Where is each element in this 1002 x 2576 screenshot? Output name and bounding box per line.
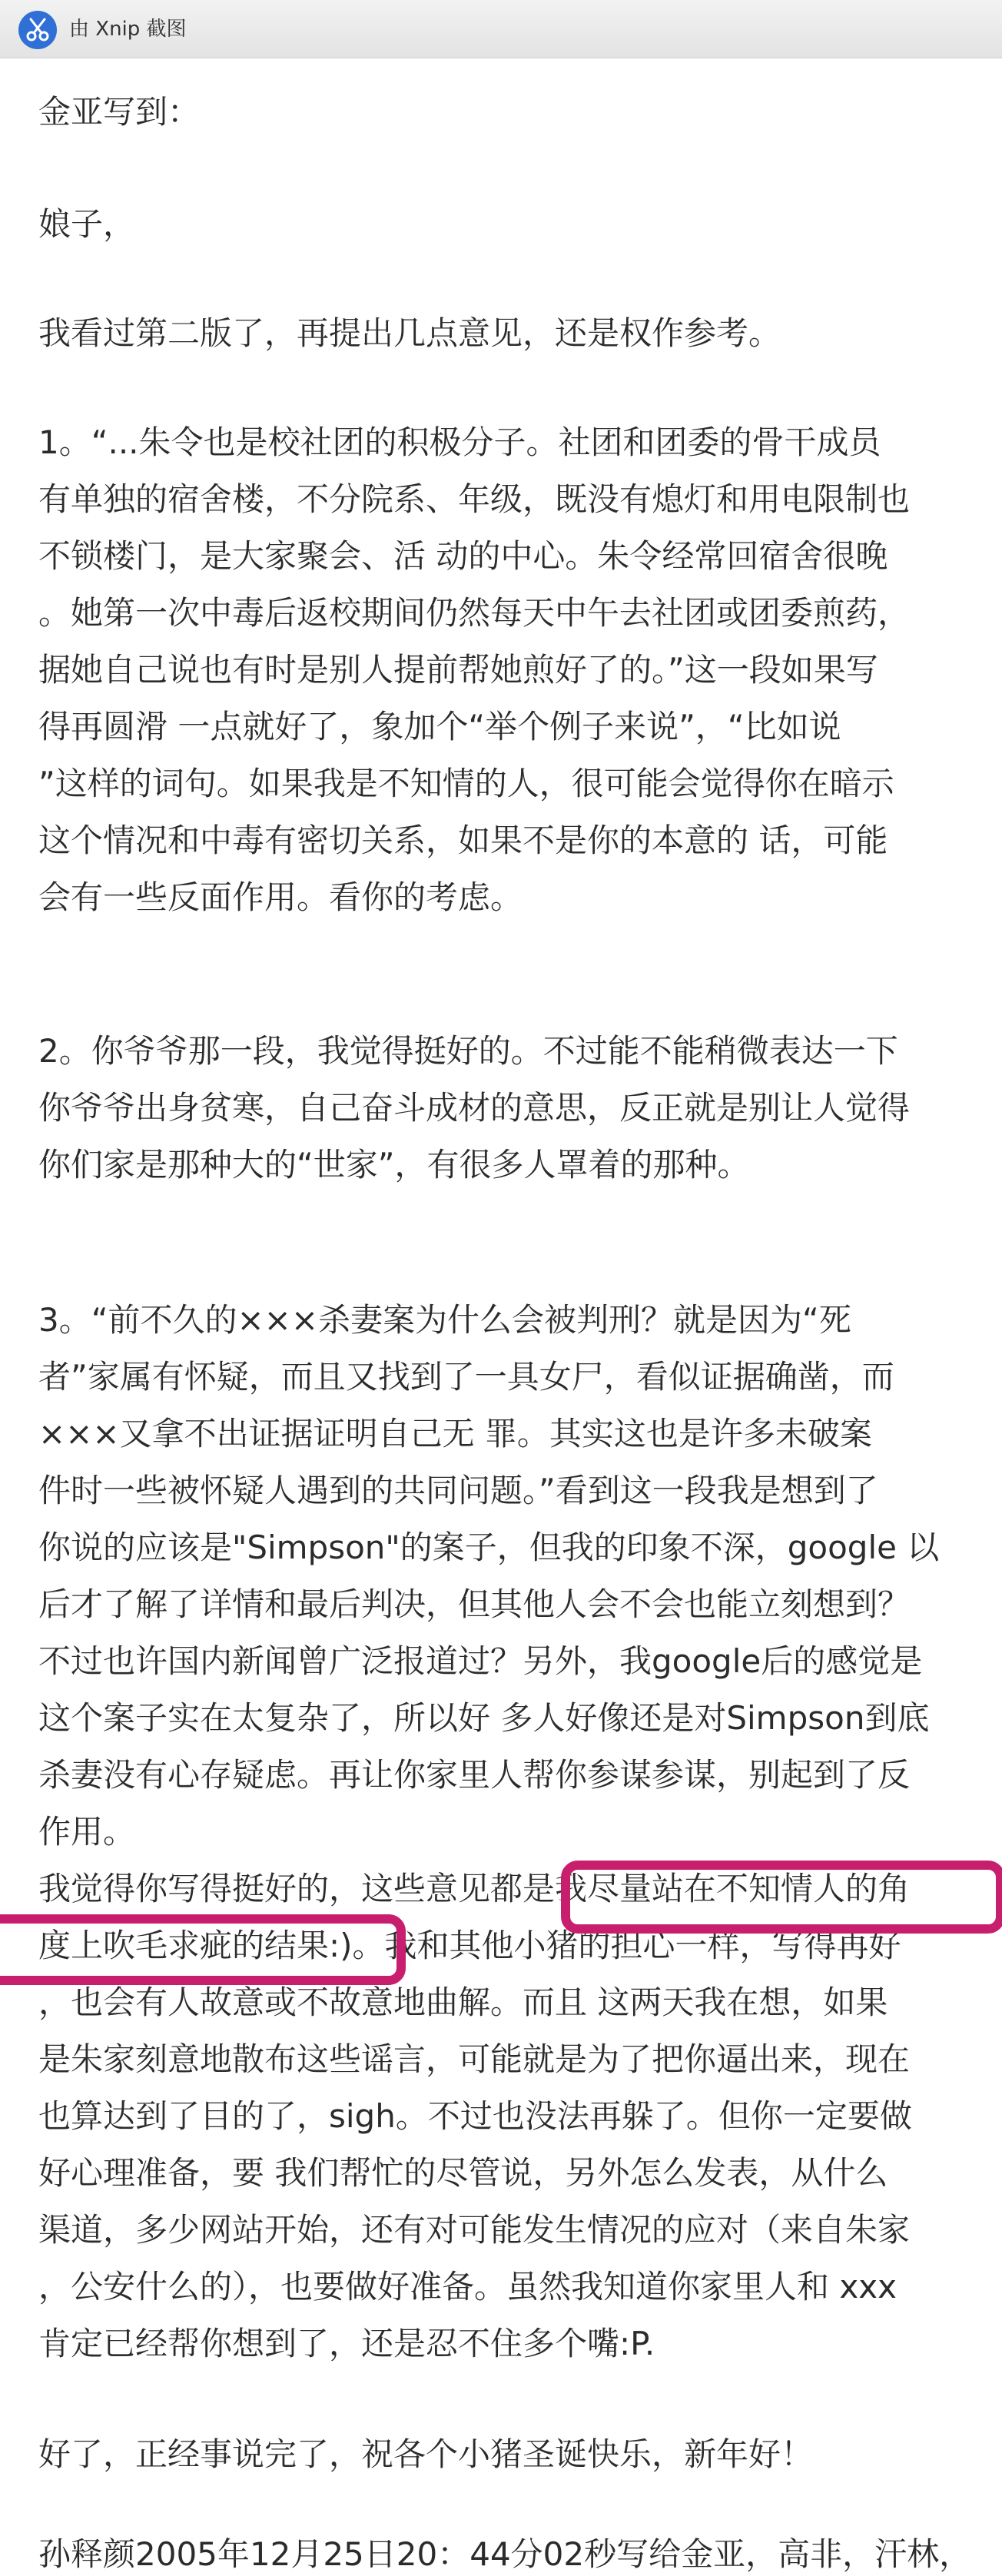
text-line: ，公安什么的），也要做好准备。虽然我知道你家里人和 xxx [38,2268,897,2305]
text-line: 我觉得你写得挺好的，这些意见都是我尽量站在不知情人的角 [38,1870,911,1907]
text-line: 肯定已经帮你想到了，还是忍不住多个嘴:P. [38,2325,655,2362]
text-line: 也算达到了目的了，sigh。不过也没法再躲了。但你一定要做 [38,2097,912,2135]
text-line: 据她自己说也有时是别人提前帮她煎好了的。”这一段如果写 [38,651,878,689]
text-line: 有单独的宿舍楼，不分院系、年级，既没有熄灯和用电限制也 [38,480,911,518]
text-line: ×××又拿不出证据证明自己无 罪。其实这也是许多未破案 [38,1415,872,1452]
text-line: 渠道，多少网站开始，还有对可能发生情况的应对（来自朱家 [38,2211,911,2249]
text-line: ”这样的词句。如果我是不知情的人，很可能会觉得你在暗示 [38,765,894,802]
text-line: 孙释颜2005年12月25日20：44分02秒写给金亚，高非，汗林， [38,2535,972,2573]
text-line: 这个案子实在太复杂了，所以好 多人好像还是对Simpson到底 [38,1699,930,1737]
text-line: 作用。 [38,1813,136,1851]
text-line: 好了，正经事说完了，祝各个小猪圣诞快乐，新年好！ [38,2435,814,2473]
scissors-icon [18,11,57,49]
text-line: 金亚写到： [38,93,201,131]
text-line: 得再圆滑 一点就好了，象加个“举个例子来说”，“比如说 [38,708,841,745]
text-line: 。她第一次中毒后返校期间仍然每天中午去社团或团委煎药， [38,594,911,632]
text-line: 会有一些反面作用。看你的考虑。 [38,878,523,916]
text-line: 我看过第二版了，再提出几点意见，还是权作参考。 [38,314,781,352]
text-line: 你爷爷出身贫寒，自己奋斗成材的意思，反正就是别让人觉得 [38,1089,911,1127]
text-line: 2。你爷爷那一段，我觉得挺好的。不过能不能稍微表达一下 [38,1032,898,1070]
text-line: 度上吹毛求疵的结果:)。我和其他小猪的担心一样，写得再好 [38,1927,901,1964]
text-line: 好心理准备，要 我们帮忙的尽管说，另外怎么发表，从什么 [38,2154,888,2192]
document-body [0,58,1002,2571]
text-line: 3。“前不久的×××杀妻案为什么会被判刑？就是因为“死 [38,1301,851,1339]
highlight-box [0,1914,406,1985]
window-titlebar [0,0,1002,58]
text-line: 不过也许国内新闻曾广泛报道过？另外，我google后的感觉是 [38,1642,923,1680]
text-line: 你说的应该是"Simpson"的案子，但我的印象不深，google 以 [38,1529,940,1566]
window-title: 由 Xnip 截图 [69,18,187,41]
text-line: 件时一些被怀疑人遇到的共同问题。”看到这一段我是想到了 [38,1472,878,1509]
text-line: 者”家属有怀疑，而且又找到了一具女尸，看似证据确凿，而 [38,1358,894,1396]
highlight-box [561,1861,1002,1934]
text-line: 后才了解了详情和最后判决，但其他人会不会也能立刻想到？ [38,1585,911,1623]
text-line: 1。“...朱令也是校社团的积极分子。社团和团委的骨干成员 [38,423,881,461]
text-line: 杀妻没有心存疑虑。再让你家里人帮你参谋参谋，别起到了反 [38,1756,911,1794]
text-line: 是朱家刻意地散布这些谣言，可能就是为了把你逼出来，现在 [38,2040,911,2078]
text-line: ，也会有人故意或不故意地曲解。而且 这两天我在想，如果 [38,1983,888,2021]
text-line: 这个情况和中毒有密切关系，如果不是你的本意的 话，可能 [38,822,888,859]
text-line: 你们家是那种大的“世家”，有很多人罩着的那种。 [38,1146,750,1183]
text-line: 娘子， [38,205,136,243]
text-line: 不锁楼门，是大家聚会、活 动的中心。朱令经常回宿舍很晚 [38,537,888,575]
